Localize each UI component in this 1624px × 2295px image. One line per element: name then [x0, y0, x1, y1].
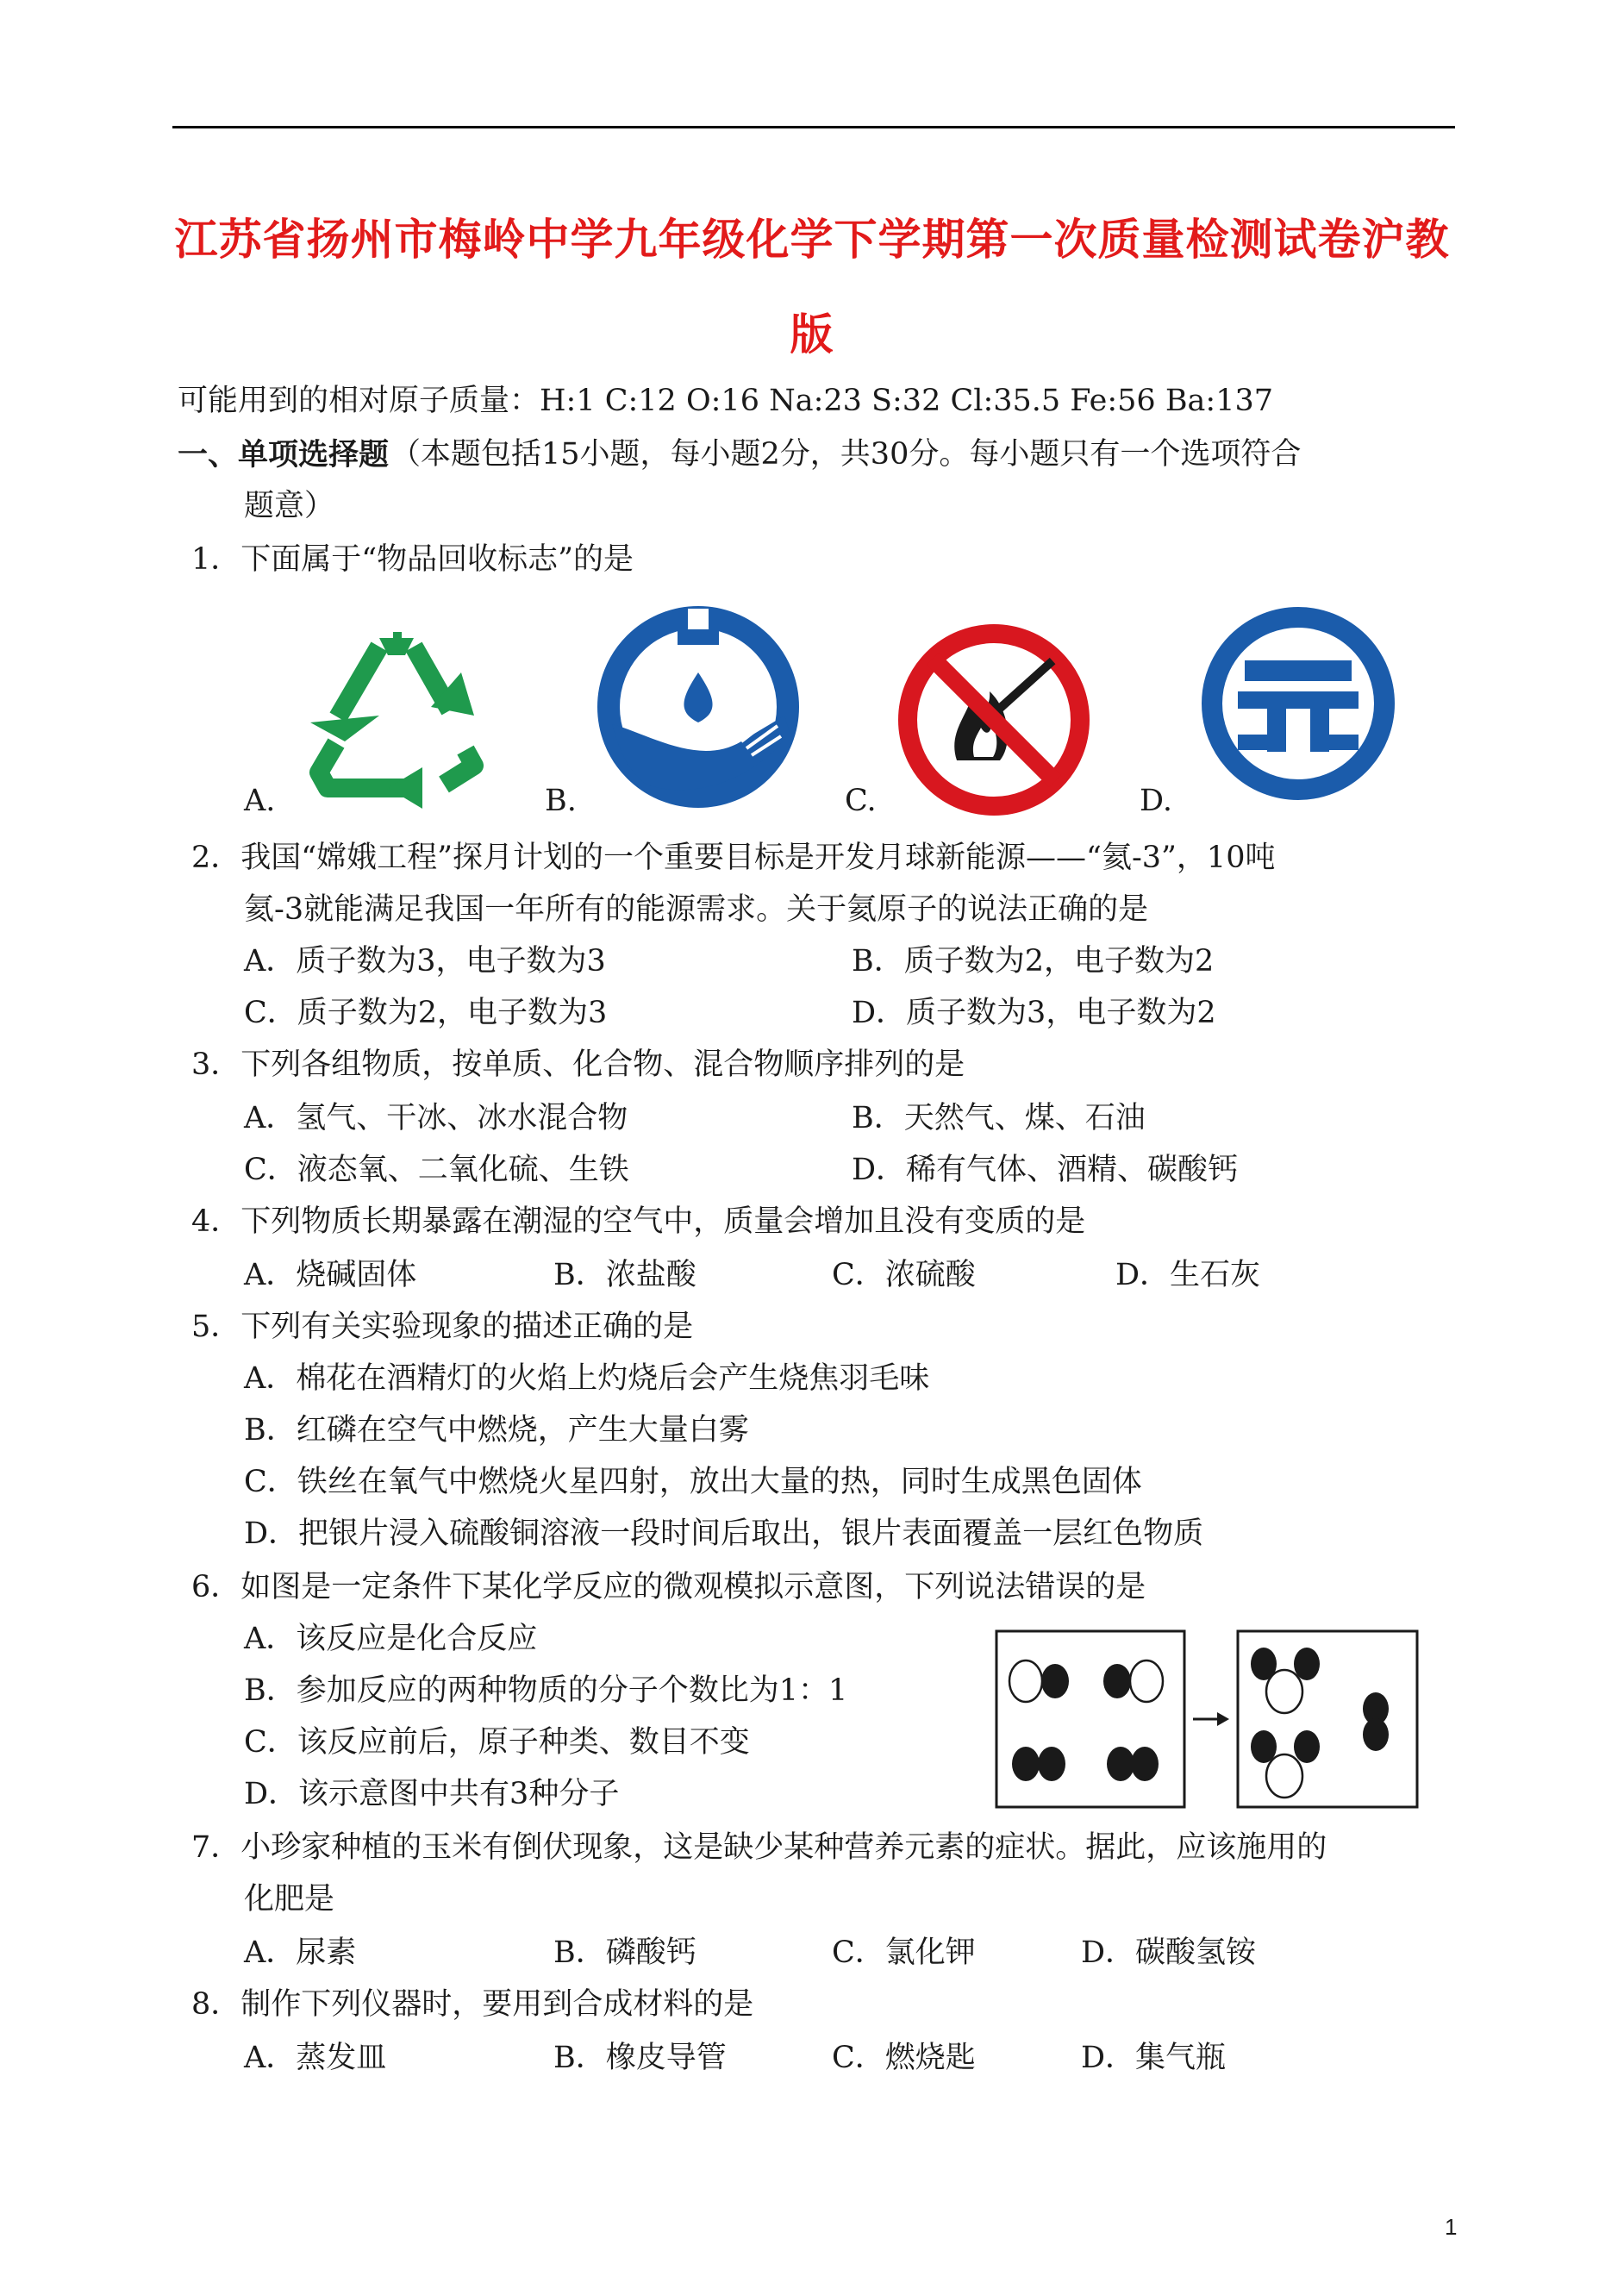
q5-option-b: B．红磷在空气中燃烧，产生大量白雾 — [244, 1413, 749, 1448]
question-5-stem: 5．下列有关实验现象的描述正确的是 — [191, 1310, 694, 1344]
q2-option-d: D．质子数为3，电子数为2 — [852, 996, 1216, 1030]
page-title: 江苏省扬州市梅岭中学九年级化学下学期第一次质量检测试卷沪教 — [174, 215, 1450, 265]
q5-option-d: D．把银片浸入硫酸铜溶液一段时间后取出，银片表面覆盖一层红色物质 — [244, 1516, 1204, 1551]
q8-option-d: D．集气瓶 — [1081, 2041, 1227, 2075]
q5-option-a: A．棉花在酒精灯的火焰上灼烧后会产生烧焦羽毛味 — [244, 1361, 930, 1396]
q6-option-c: C．该反应前后，原子种类、数目不变 — [244, 1725, 750, 1760]
q2-option-c: C．质子数为2，电子数为3 — [244, 996, 608, 1030]
section-desc-cont: 题意） — [244, 489, 335, 523]
q4-option-a: A．烧碱固体 — [244, 1258, 417, 1292]
q7-option-a: A．尿素 — [244, 1935, 357, 1970]
question-2-stem-cont: 氦-3就能满足我国一年所有的能源需求。关于氦原子的说法正确的是 — [244, 892, 1149, 927]
question-3-stem: 3．下列各组物质，按单质、化合物、混合物顺序排列的是 — [191, 1047, 965, 1082]
q7-option-b: B．磷酸钙 — [553, 1935, 696, 1970]
question-4-stem: 4．下列物质长期暴露在潮湿的空气中，质量会增加且没有变质的是 — [191, 1204, 1086, 1239]
q8-option-b: B．橡皮导管 — [553, 2041, 727, 2075]
recycle-icon — [293, 621, 500, 810]
q3-option-a: A．氢气、干冰、冰水混合物 — [244, 1101, 628, 1135]
no-fire-icon — [896, 622, 1091, 817]
section-label: 一、单项选择题 — [178, 437, 390, 472]
q8-option-c: C．燃烧匙 — [832, 2041, 976, 2075]
q2-option-a: A．质子数为3，电子数为3 — [244, 944, 606, 979]
q1-option-b: B. — [545, 784, 577, 818]
q4-option-c: C．浓硫酸 — [832, 1258, 976, 1292]
question-7-stem-cont: 化肥是 — [244, 1882, 335, 1917]
header-rule — [172, 126, 1455, 128]
q6-option-a: A．该反应是化合反应 — [244, 1622, 538, 1656]
q3-option-b: B．天然气、煤、石油 — [852, 1101, 1146, 1135]
question-6-stem: 6．如图是一定条件下某化学反应的微观模拟示意图，下列说法错误的是 — [191, 1570, 1146, 1604]
q1-option-c: C. — [845, 784, 877, 818]
hazard-logo-icon — [1200, 605, 1396, 802]
q2-option-b: B．质子数为2，电子数为2 — [852, 944, 1215, 979]
question-8-stem: 8．制作下列仪器时，要用到合成材料的是 — [191, 1987, 754, 2022]
reaction-diagram — [991, 1626, 1422, 1812]
question-7-stem: 7．小珍家种植的玉米有倒伏现象，这是缺少某种营养元素的症状。据此，应该施用的 — [191, 1830, 1327, 1865]
q1-option-a: A. — [244, 784, 276, 818]
q6-option-d: D．该示意图中共有3种分子 — [244, 1777, 620, 1811]
atomic-masses: 可能用到的相对原子质量：H:1 C:12 O:16 Na:23 S:32 Cl:35.5 Fe:56 Ba:137 — [178, 384, 1274, 418]
question-2-stem: 2．我国“嫦娥工程”探月计划的一个重要目标是开发月球新能源——“氦-3”，10吨 — [191, 841, 1276, 875]
q3-option-d: D．稀有气体、酒精、碳酸钙 — [852, 1153, 1239, 1187]
q6-option-b: B．参加反应的两种物质的分子个数比为1：1 — [244, 1673, 848, 1708]
q7-option-d: D．碳酸氢铵 — [1081, 1935, 1257, 1970]
question-1-stem: 1．下面属于“物品回收标志”的是 — [191, 542, 634, 577]
page-number: 1 — [1445, 2214, 1458, 2240]
q4-option-b: B．浓盐酸 — [553, 1258, 696, 1292]
page-title-cont: 版 — [790, 310, 834, 360]
q8-option-a: A．蒸发皿 — [244, 2041, 387, 2075]
q7-option-c: C．氯化钾 — [832, 1935, 976, 1970]
q4-option-d: D．生石灰 — [1115, 1258, 1261, 1292]
section-desc: （本题包括15小题，每小题2分，共30分。每小题只有一个选项符合 — [390, 437, 1302, 472]
q1-option-d: D. — [1140, 784, 1172, 818]
q3-option-c: C．液态氧、二氧化硫、生铁 — [244, 1153, 629, 1187]
water-saving-icon — [595, 603, 802, 810]
q5-option-c: C．铁丝在氧气中燃烧火星四射，放出大量的热，同时生成黑色固体 — [244, 1465, 1142, 1499]
